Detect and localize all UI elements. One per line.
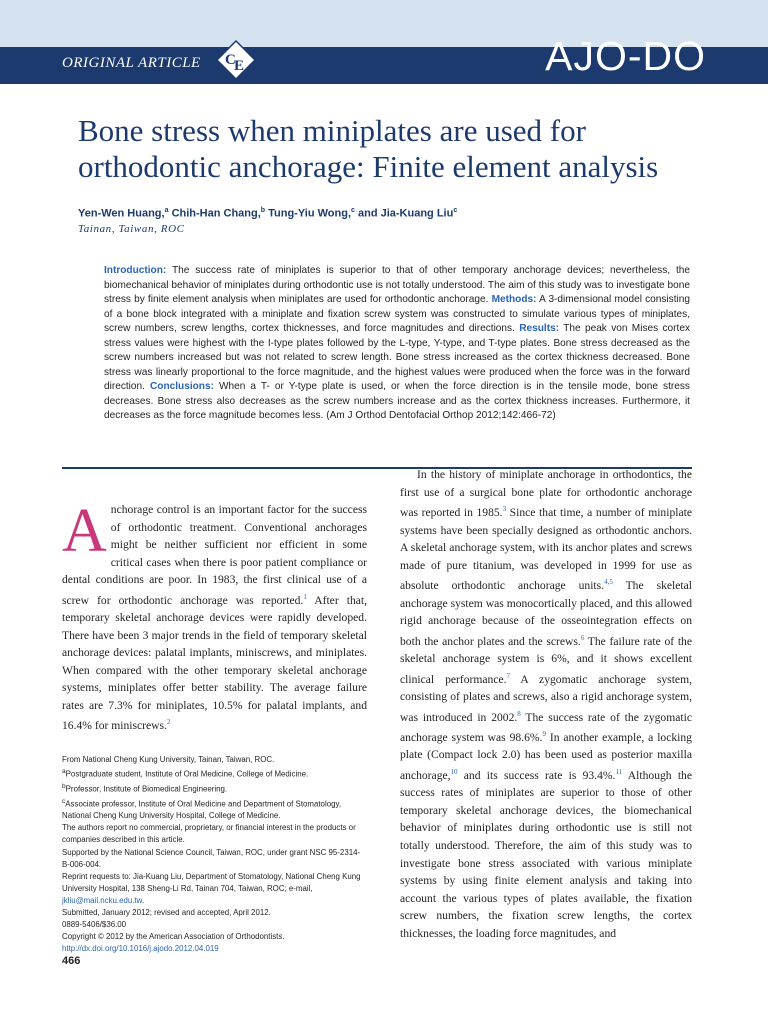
author-affiliation-mark: c: [351, 207, 355, 214]
author-affiliation-mark: c: [453, 207, 458, 214]
svg-text:E: E: [234, 58, 245, 74]
author-name: and Jia-Kuang Liu: [357, 207, 454, 220]
abstract-citation: (Am J Orthod Dentofacial Orthop 2012;142:466-72): [326, 410, 556, 421]
section-label: ORIGINAL ARTICLE: [62, 55, 201, 71]
footnote-c: $^c$Associate professor, Institute of Oral Medicine and Department of Stomatology, National Cheng Kung University Hospital, College of Medicine.: [62, 797, 342, 821]
body-text: The failure rate of the skeletal anchorage system is 6%, and it shows excellent clinical performance.: [400, 634, 692, 686]
footnote-reprint: Reprint requests to: Jia-Kuang Liu, Department of Stomatology, National Cheng Kung University Hospital, 138 Sheng-Li Rd, Tainan 704, Taiwan, ROC; e-mail, jkliu@mail.ncku.edu.tw.: [62, 871, 361, 905]
footnote-origin: From National Cheng Kung University, Tainan, Taiwan, ROC.: [62, 755, 275, 764]
drop-cap: A: [62, 497, 107, 565]
footnote-a: $^a$Postgraduate student, Institute of Oral Medicine, College of Medicine.: [62, 768, 309, 779]
reference-link[interactable]: 7: [506, 671, 511, 680]
reference-link[interactable]: 10: [450, 767, 458, 776]
reference-link[interactable]: 1: [303, 592, 307, 601]
email-link[interactable]: jkliu@mail.ncku.edu.tw: [62, 895, 142, 905]
reference-link[interactable]: 3: [502, 505, 507, 514]
article-title: Bone stress when miniplates are used for orthodontic anchorage: Finite element analysis: [78, 113, 659, 184]
abstract-methods-heading: Methods:: [491, 294, 537, 305]
abstract-results: The peak von Mises cortex stress values were highest with the I-type plates followed by the L-type, Y-type, and T-type plates. Bone stress decreased as the screw numbers increased but was not related to screw length. Bone stress increased as the cortex thickness decreased. Bone stress was linearly proportional to the force magnitude, and the highest values were produced when the force was in the forward direction.: [104, 323, 690, 392]
footnote-submitted: Submitted, January 2012; revised and accepted, April 2012.: [62, 908, 271, 917]
author-list: [78, 207, 457, 220]
abstract-results-heading: Results:: [519, 323, 560, 334]
reference-link[interactable]: 6: [580, 633, 585, 642]
body-text: and its success rate is 93.4%.: [457, 768, 616, 782]
body-text: Although the success rates of miniplates are superior to those of other temporary skeletal anchorage devices, the biomechanical behavior of miniplates during orthodontic use is still not totally understood. Therefore, the aim of this study was to investigate bone stress associated with various miniplate systems by using finite element analysis and taking into account the various types of plates available, the fixation screw numbers, the fixation screw lengths, the cortex thicknesses, the loading force magnitudes, and: [400, 768, 693, 940]
body-column-left: [62, 497, 368, 735]
footnotes: [62, 754, 367, 955]
reference-link[interactable]: 11: [615, 767, 623, 776]
author-name: Yen-Wen Huang,: [78, 207, 165, 220]
reference-link[interactable]: 4,5: [604, 578, 613, 587]
reference-link[interactable]: 9: [542, 729, 546, 738]
body-text: The skeletal anchorage system was monocortically placed, and this allowed rigid anchorage because of the osseointegration effects on both the anchor plates and the screws.: [400, 579, 692, 648]
abstract-conclusions: When a T- or Y-type plate is used, or when the force direction is in the tensile mode, bone stress decreases. Bone stress also decreases as the screw numbers increase and as the cortex thickness increases. Furthermore, it decreases as the force magnitude becomes less.: [104, 381, 690, 421]
ce-badge-icon: [216, 40, 256, 80]
body-text: In another example, a locking plate (Compact lock 2.0) has been used as posterior maxilla anchorage,: [400, 730, 692, 782]
author-name: Tung-Yiu Wong,: [268, 207, 352, 220]
author-location: Tainan, Taiwan, ROC: [78, 223, 185, 235]
footnote-conflict: The authors report no commercial, proprietary, or financial interest in the products or companies described in this article.: [62, 823, 356, 845]
svg-text:C: C: [225, 52, 236, 68]
doi-link[interactable]: http://dx.doi.org/10.1016/j.ajodo.2012.04.019: [62, 944, 219, 954]
reference-link[interactable]: 2: [166, 718, 171, 727]
body-text: In the history of miniplate anchorage in orthodontics, the first use of a surgical bone plate for orthodontic anchorage was reported in 1985.: [400, 468, 692, 519]
abstract-introduction-heading: Introduction:: [104, 265, 167, 276]
page-number: 466: [62, 955, 81, 967]
body-text: Since that time, a number of miniplate systems have been specially designed as orthodontic anchors. A skeletal anchorage system, with its anchor plates and screws made of pure titanium, was developed in 1999 for use as absolute orthodontic anchorage units.: [400, 505, 692, 592]
abstract-methods: A 3-dimensional model consisting of a bone block integrated with a miniplate and fixation screw system was constructed to simulate various types of miniplates, screw numbers, screw lengths, cortex thicknesses, and force magnitudes and directions.: [104, 294, 690, 334]
reference-link[interactable]: 8: [517, 709, 521, 718]
journal-name: AJO-DO: [545, 33, 706, 79]
body-text: After that, temporary skeletal anchorage devices were rapidly developed. There have been 3 major trends in the field of temporary skeletal anchorage devices: palatal implants, miniscrews, and miniplates. When compared with the other temporary skeletal anchorage systems, miniplates offer better stability. The average failure rates are 7.3% for miniplates, 10.5% for palatal implants, and 16.4% for miniscrews.: [62, 593, 368, 733]
body-text: The success rate of the zygomatic anchorage system was 98.6%.: [400, 710, 692, 744]
body-text: nchorage control is an important factor for the success of orthodontic treatment. Conventional anchorages might be neither sufficient nor efficient in some critical cases when there is poor patient compliance or dental conditions are poor. In 1983, the first clinical use of a screw for orthodontic anchorage was reported.: [62, 503, 367, 607]
author-affiliation-mark: a: [164, 207, 169, 214]
footnote-b: $^b$Professor, Institute of Biomedical Engineering.: [62, 782, 228, 794]
footnote-copyright: Copyright © 2012 by the American Association of Orthodontists.: [62, 932, 285, 942]
abstract: [104, 264, 690, 424]
body-column-right: [400, 466, 692, 942]
abstract-introduction: The success rate of miniplates is superior to that of other temporary anchorage devices; nevertheless, the biomechanical behavior of miniplates during orthodontic use is not totally understood. The aim of this study was to investigate bone stress by finite element analysis when miniplates are used for orthodontic anchorage.: [104, 265, 690, 305]
footnote-issn: 0889-5406/$36.00: [62, 920, 127, 930]
footnote-support: Supported by the National Science Council, Taiwan, ROC, under grant NSC 95-2314-B-006-004.: [62, 847, 361, 869]
body-text: A zygomatic anchorage system, consisting of plates and screws, also a rigid anchorage system, was introduced in 2002.: [400, 672, 692, 724]
abstract-conclusions-heading: Conclusions:: [150, 381, 214, 392]
author-affiliation-mark: b: [260, 207, 266, 214]
author-name: Chih-Han Chang,: [171, 207, 261, 220]
